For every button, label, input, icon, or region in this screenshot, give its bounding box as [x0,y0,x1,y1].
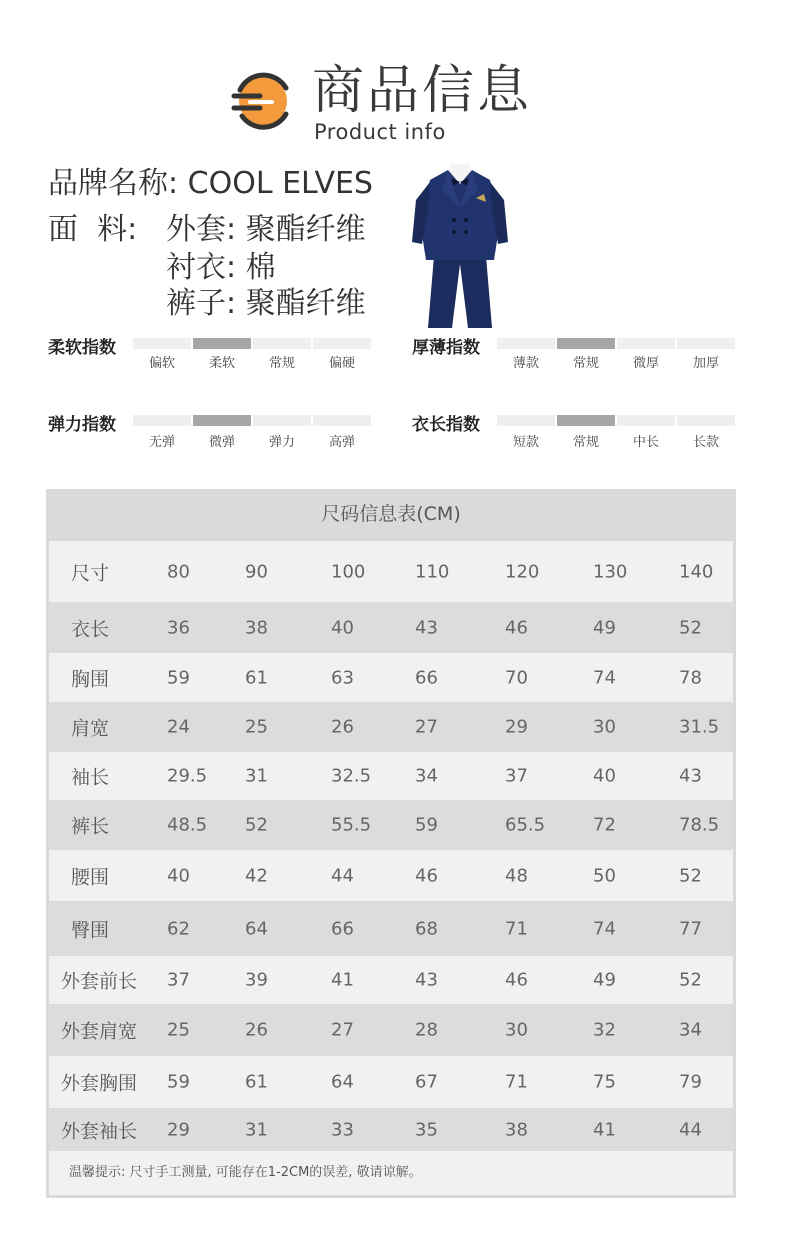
table-cell: 36 [167,617,190,638]
table-row [49,850,733,901]
softness-seg-3 [253,338,311,349]
table-cell: 35 [415,1119,438,1140]
table-cell: 62 [167,918,190,939]
table-cell: 65.5 [505,814,546,836]
row-label: 裤长 [71,815,110,838]
table-cell: 37 [505,765,528,787]
thickness-seg-1 [497,338,555,349]
table-cell: 55.5 [331,814,372,836]
table-cell: 29 [167,1119,190,1140]
table-cell: 43 [679,765,702,787]
fabric-pants: 裤子: 聚酯纤维 [166,286,366,321]
thickness-label-1: 薄款 [512,356,539,371]
section-subtitle: Product info [314,120,446,144]
table-row [49,956,733,1004]
table-cell: 37 [167,969,190,991]
table-cell: 29.5 [167,765,208,787]
elasticity-seg-1 [133,415,191,426]
table-cell: 71 [505,1071,528,1093]
table-cell: 120 [505,561,540,582]
length-label-2: 常规 [572,435,599,450]
table-cell: 24 [167,716,190,738]
table-cell: 40 [331,617,354,638]
table-cell: 130 [593,561,628,582]
table-row [49,800,733,850]
table-cell: 49 [593,969,616,991]
table-row [49,1056,733,1108]
table-cell: 34 [415,765,438,787]
table-cell: 34 [679,1019,702,1041]
softness-seg-4 [313,338,371,349]
table-cell: 59 [415,814,438,836]
table-cell: 74 [593,918,616,939]
table-cell: 71 [505,918,528,939]
table-cell: 44 [331,865,354,886]
table-cell: 48.5 [167,814,208,836]
elasticity-seg-4 [313,415,371,426]
section-title: 商品信息 [312,61,533,121]
thickness-label-4: 加厚 [692,356,719,371]
softness-label-3: 常规 [268,356,295,371]
table-row [49,653,733,702]
table-cell: 100 [331,561,366,582]
elasticity-label-3: 弹力 [268,435,295,450]
table-cell: 32.5 [331,765,372,787]
table-cell: 90 [245,561,268,582]
thickness-title: 厚薄指数 [412,338,480,358]
brand-line: 品牌名称: COOL ELVES [48,166,373,201]
table-cell: 52 [679,969,702,991]
row-label: 腰围 [71,866,110,888]
elasticity-seg-3 [253,415,311,426]
table-cell: 52 [245,814,268,836]
table-row [49,541,733,602]
elasticity-seg-2 [193,415,251,426]
row-label: 臀围 [71,919,110,941]
table-cell: 46 [505,969,528,991]
size-table [46,489,736,1198]
table-cell: 70 [505,667,528,688]
row-label: 胸围 [71,668,110,690]
product-info-logo-icon [230,70,294,134]
table-cell: 64 [331,1071,354,1093]
table-cell: 52 [679,617,702,638]
length-seg-1 [497,415,555,426]
table-row [49,702,733,752]
table-cell: 63 [331,667,354,688]
row-label: 袖长 [71,766,110,789]
row-label: 外套胸围 [61,1072,138,1095]
table-cell: 67 [415,1071,438,1093]
table-cell: 38 [505,1119,528,1140]
table-cell: 77 [679,918,702,939]
length-label-1: 短款 [512,435,539,450]
size-table-title: 尺码信息表(CM) [46,489,736,539]
table-cell: 33 [331,1119,354,1140]
table-cell: 59 [167,1071,190,1093]
table-cell: 64 [245,918,268,939]
length-seg-3 [617,415,675,426]
table-cell: 66 [415,667,438,688]
fabric-label: 面 料: [48,212,138,247]
table-row [49,1004,733,1056]
size-table-note: 温馨提示: 尺寸手工测量, 可能存在1-2CM的误差, 敬请谅解。 [49,1151,733,1195]
table-cell: 43 [415,969,438,991]
table-cell: 39 [245,969,268,991]
table-cell: 46 [505,617,528,638]
table-cell: 140 [679,561,714,582]
table-cell: 29 [505,716,528,738]
table-cell: 38 [245,617,268,638]
table-cell: 25 [245,716,268,738]
table-cell: 59 [167,667,190,688]
row-label: 外套前长 [61,970,138,993]
table-cell: 61 [245,667,268,688]
row-label: 衣长 [71,618,110,640]
table-cell: 48 [505,865,528,886]
table-cell: 49 [593,617,616,638]
table-cell: 68 [415,918,438,939]
table-cell: 40 [593,765,616,787]
table-cell: 79 [679,1071,702,1093]
thickness-seg-2 [557,338,615,349]
row-label: 肩宽 [71,717,110,740]
table-cell: 61 [245,1071,268,1093]
table-cell: 74 [593,667,616,688]
table-cell: 78.5 [679,814,720,836]
table-cell: 27 [415,716,438,738]
table-cell: 78 [679,667,702,688]
table-cell: 31.5 [679,716,720,738]
row-label: 外套肩宽 [61,1020,138,1043]
length-title: 衣长指数 [412,415,480,435]
table-cell: 31 [245,1119,268,1140]
table-cell: 52 [679,865,702,886]
table-cell: 41 [593,1119,616,1140]
elasticity-title: 弹力指数 [48,415,116,435]
softness-label-4: 偏硬 [328,356,355,371]
softness-seg-1 [133,338,191,349]
thickness-label-3: 微厚 [632,356,659,371]
table-cell: 80 [167,561,190,582]
length-label-4: 长款 [692,435,719,450]
softness-label-2: 柔软 [208,356,235,371]
softness-title: 柔软指数 [48,338,116,358]
table-cell: 75 [593,1071,616,1093]
table-cell: 41 [331,969,354,991]
table-cell: 50 [593,865,616,886]
table-cell: 30 [593,716,616,738]
row-label: 外套袖长 [61,1120,138,1142]
table-cell: 44 [679,1119,702,1140]
length-seg-2 [557,415,615,426]
thickness-label-2: 常规 [572,356,599,371]
length-seg-4 [677,415,735,426]
fabric-shirt: 衬衣: 棉 [166,250,276,285]
table-cell: 42 [245,865,268,886]
table-cell: 26 [245,1019,268,1041]
table-cell: 43 [415,617,438,638]
table-cell: 110 [415,561,450,582]
thickness-seg-3 [617,338,675,349]
elasticity-label-1: 无弹 [148,435,175,450]
table-row [49,1108,733,1151]
fabric-coat: 外套: 聚酯纤维 [166,212,366,247]
table-cell: 25 [167,1019,190,1041]
table-cell: 72 [593,814,616,836]
table-cell: 66 [331,918,354,939]
length-label-3: 中长 [632,435,659,450]
product-image [408,160,512,332]
row-label: 尺寸 [71,562,110,584]
table-row [49,901,733,956]
table-cell: 40 [167,865,190,886]
softness-label-1: 偏软 [148,356,175,371]
elasticity-label-2: 微弹 [208,435,235,450]
table-cell: 26 [331,716,354,738]
table-cell: 30 [505,1019,528,1041]
table-cell: 32 [593,1019,616,1041]
table-row [49,752,733,800]
elasticity-label-4: 高弹 [328,435,355,450]
table-cell: 46 [415,865,438,886]
table-cell: 28 [415,1019,438,1041]
softness-seg-2 [193,338,251,349]
table-cell: 27 [331,1019,354,1041]
table-cell: 31 [245,765,268,787]
thickness-seg-4 [677,338,735,349]
table-row [49,602,733,653]
